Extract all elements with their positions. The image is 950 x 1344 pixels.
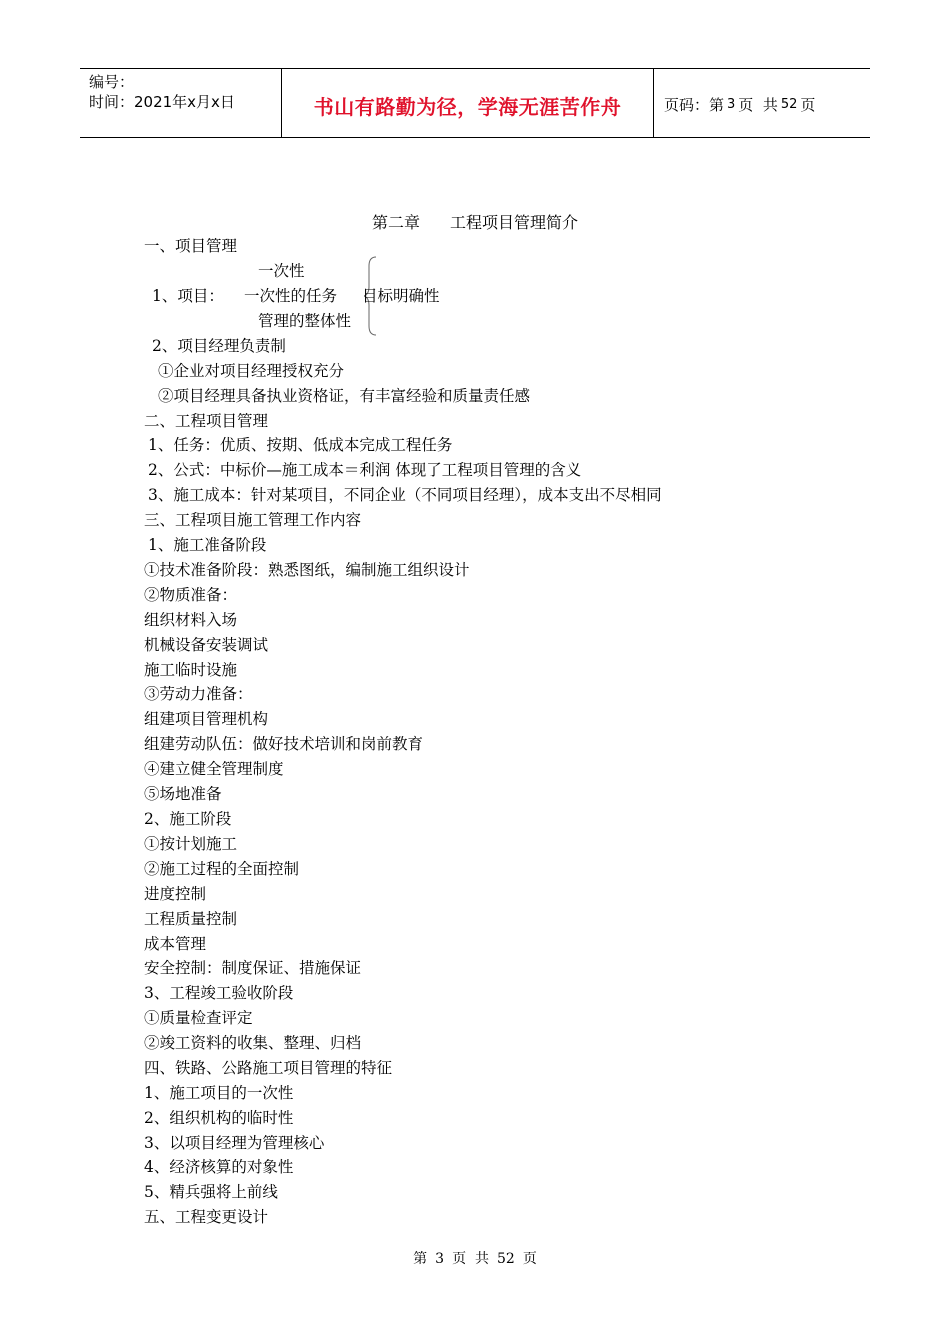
text-line: 1、施工准备阶段: [148, 536, 267, 554]
text-line: 3、以项目经理为管理核心: [144, 1134, 325, 1152]
project-item: 管理的整体性: [258, 312, 352, 330]
doc-code-label: 编号：: [89, 73, 135, 91]
chapter-number: 第二章: [371, 213, 420, 232]
text-line: ②物质准备：: [144, 586, 238, 604]
text-line: 1、任务：优质、按期、低成本完成工程任务: [148, 436, 453, 454]
text-line: 3、工程竣工验收阶段: [144, 984, 294, 1002]
footer-mid: 页 共: [452, 1251, 489, 1267]
section-heading: 五、工程变更设计: [144, 1208, 269, 1226]
doc-time: 时间：2021年x月x日: [89, 93, 235, 111]
page-header: [80, 68, 870, 138]
project-item: 一次性: [258, 262, 305, 280]
text-line: 4、经济核算的对象性: [144, 1158, 294, 1176]
text-line: 3、施工成本：针对某项目，不同企业（不同项目经理），成本支出不尽相同: [148, 486, 662, 504]
text-line: 5、精兵强将上前线: [144, 1183, 278, 1201]
text-line: 施工临时设施: [144, 661, 238, 679]
text-line: ④建立健全管理制度: [144, 760, 284, 778]
text-line: 工程质量控制: [144, 910, 238, 928]
footer-prefix: 第: [413, 1251, 428, 1267]
header-page-mid: 页 共: [738, 95, 778, 114]
project-target: 目标明确性: [362, 287, 440, 305]
section-heading: 一、项目管理: [144, 237, 238, 255]
text-line: ②施工过程的全面控制: [144, 860, 300, 878]
text-line: ②项目经理具备执业资格证，有丰富经验和质量责任感: [158, 387, 531, 405]
footer-page-number: 3: [435, 1251, 445, 1267]
text-line: 2、公式：中标价—施工成本＝利润 体现了工程项目管理的含义: [148, 461, 582, 479]
text-line: 组建项目管理机构: [144, 710, 269, 728]
text-line: ①企业对项目经理授权充分: [158, 362, 345, 380]
header-motto: 书山有路勤为径，学海无涯苦作舟: [282, 69, 654, 137]
text-line: 组织材料入场: [144, 611, 238, 629]
header-page-suffix: 页: [800, 95, 816, 114]
header-page-prefix: 页码：第: [664, 95, 725, 114]
section-heading: 二、工程项目管理: [144, 412, 269, 430]
text-line: 安全控制：制度保证、措施保证: [144, 959, 362, 977]
footer-suffix: 页: [522, 1251, 537, 1267]
text-line: ②竣工资料的收集、整理、归档: [144, 1034, 362, 1052]
text-line: ①质量检查评定: [144, 1009, 253, 1027]
header-page-total: 52: [780, 96, 798, 112]
chapter-title: [0, 210, 950, 233]
footer-page-total: 52: [497, 1251, 515, 1267]
text-line: ①按计划施工: [144, 835, 238, 853]
text-line: 成本管理: [144, 935, 207, 953]
header-meta: [80, 69, 282, 137]
text-line: ①技术准备阶段：熟悉图纸，编制施工组织设计: [144, 561, 470, 579]
section-heading: 四、铁路、公路施工项目管理的特征: [144, 1059, 393, 1077]
text-line: 机械设备安装调试: [144, 636, 269, 654]
page-footer: [0, 1248, 950, 1268]
text-line: ⑤场地准备: [144, 785, 222, 803]
text-line: 2、组织机构的临时性: [144, 1109, 294, 1127]
chapter-name: 工程项目管理简介: [450, 213, 579, 232]
text-line: 2、施工阶段: [144, 810, 232, 828]
section-heading: 三、工程项目施工管理工作内容: [144, 511, 362, 529]
project-label: 1、项目：: [152, 287, 224, 305]
text-line: 组建劳动队伍：做好技术培训和岗前教育: [144, 735, 424, 753]
project-item: 一次性的任务: [244, 287, 338, 305]
text-line: 2、项目经理负责制: [152, 337, 286, 355]
header-page-number: 3: [727, 96, 736, 112]
header-page-info: [654, 69, 870, 137]
text-line: 进度控制: [144, 885, 207, 903]
text-line: ③劳动力准备：: [144, 685, 253, 703]
text-line: 1、施工项目的一次性: [144, 1084, 294, 1102]
